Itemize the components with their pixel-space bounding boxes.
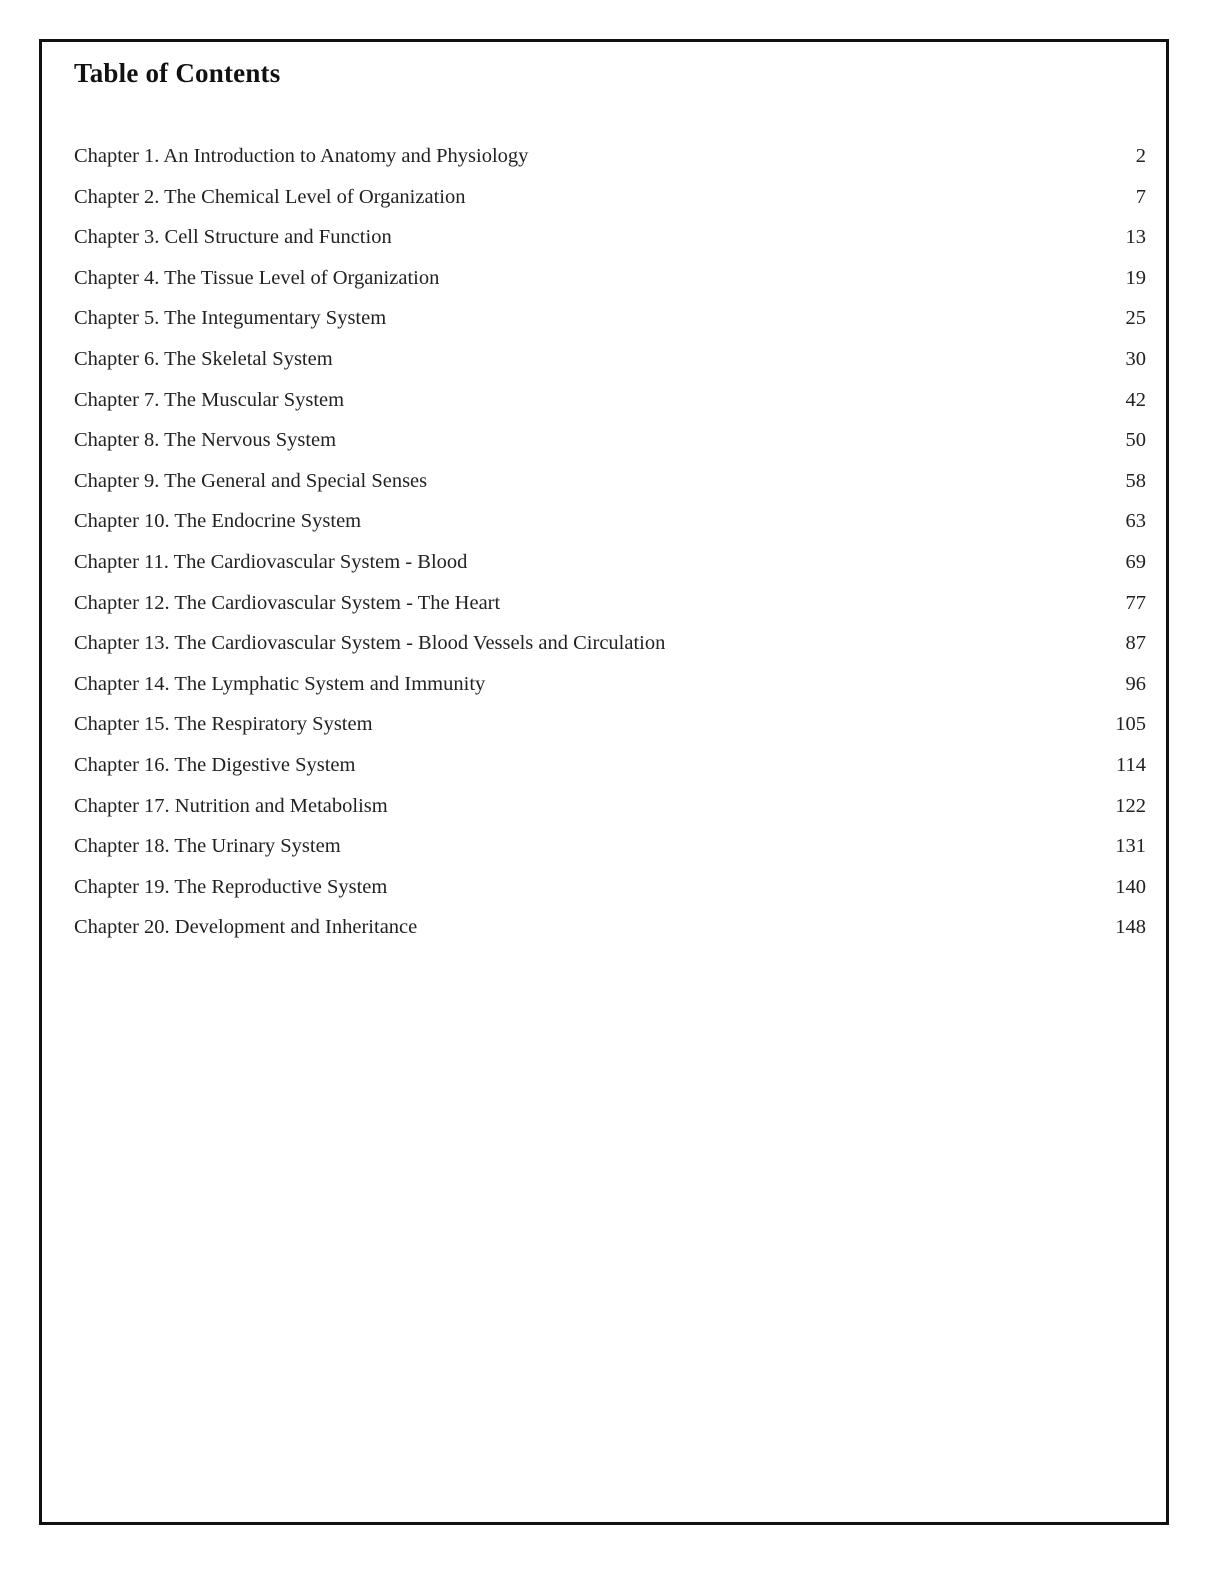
toc-entry-title: Chapter 20. Development and Inheritance	[74, 916, 418, 939]
toc-entry-page-number: 96	[1125, 672, 1146, 695]
page-border	[39, 39, 1169, 1525]
toc-entry-chapter-1[interactable]	[74, 145, 1146, 186]
toc-entry-title: Chapter 10. The Endocrine System	[74, 510, 362, 533]
toc-entry-chapter-20[interactable]	[74, 916, 1146, 957]
toc-entry-page-number: 19	[1125, 266, 1146, 289]
toc-title: Table of Contents	[74, 58, 281, 88]
toc-entry-page-number: 58	[1125, 469, 1146, 492]
toc-entry-chapter-8[interactable]	[74, 429, 1146, 470]
toc-entry-page-number: 2	[1135, 145, 1146, 167]
toc-entry-chapter-12[interactable]	[74, 592, 1146, 633]
toc-entry-chapter-13[interactable]	[74, 632, 1146, 673]
toc-entry-chapter-18[interactable]	[74, 835, 1146, 876]
toc-entry-chapter-6[interactable]	[74, 348, 1146, 389]
toc-entry-title: Chapter 5. The Integumentary System	[74, 307, 387, 330]
toc-entry-title: Chapter 16. The Digestive System	[74, 753, 356, 776]
toc-entry-chapter-5[interactable]	[74, 307, 1146, 348]
toc-entry-page-number: 114	[1116, 753, 1146, 776]
toc-entry-page-number: 105	[1115, 713, 1146, 736]
toc-entry-title: Chapter 11. The Cardiovascular System - Blood	[74, 550, 468, 573]
toc-entry-title: Chapter 7. The Muscular System	[74, 388, 345, 411]
toc-entry-page-number: 42	[1125, 388, 1146, 411]
toc-entry-page-number: 87	[1125, 632, 1146, 655]
toc-entry-title: Chapter 15. The Respiratory System	[74, 713, 373, 736]
toc-entry-chapter-11[interactable]	[74, 551, 1146, 592]
toc-entry-title: Chapter 12. The Cardiovascular System - The Heart	[74, 591, 501, 614]
toc-entry-page-number: 69	[1125, 550, 1146, 573]
toc-entry-chapter-2[interactable]	[74, 186, 1146, 227]
toc-entry-page-number: 30	[1125, 347, 1146, 370]
toc-entry-page-number: 131	[1115, 835, 1146, 858]
toc-entry-page-number: 25	[1125, 307, 1146, 330]
toc-entry-page-number: 50	[1125, 429, 1146, 452]
toc-entry-chapter-10[interactable]	[74, 510, 1146, 551]
toc-entry-page-number: 7	[1135, 185, 1146, 208]
toc-entry-chapter-17[interactable]	[74, 795, 1146, 836]
toc-entry-chapter-14[interactable]	[74, 673, 1146, 714]
toc-entry-title: Chapter 18. The Urinary System	[74, 835, 341, 858]
toc-entry-title: Chapter 19. The Reproductive System	[74, 875, 388, 898]
toc-entry-title: Chapter 4. The Tissue Level of Organization	[74, 266, 440, 289]
toc-entry-title: Chapter 3. Cell Structure and Function	[74, 226, 392, 249]
toc-entry-chapter-15[interactable]	[74, 713, 1146, 754]
toc-entry-title: Chapter 13. The Cardiovascular System - Blood Vessels and Circulation	[74, 632, 666, 655]
toc-entry-chapter-3[interactable]	[74, 226, 1146, 267]
toc-entry-title: Chapter 1. An Introduction to Anatomy and Physiology	[74, 145, 529, 167]
toc-list	[74, 145, 1146, 957]
toc-entry-page-number: 63	[1125, 510, 1146, 533]
toc-entry-title: Chapter 6. The Skeletal System	[74, 347, 333, 370]
toc-entry-chapter-19[interactable]	[74, 876, 1146, 917]
toc-entry-page-number: 148	[1115, 916, 1146, 939]
toc-entry-title: Chapter 8. The Nervous System	[74, 429, 337, 452]
toc-entry-title: Chapter 9. The General and Special Senses	[74, 469, 428, 492]
toc-entry-title: Chapter 17. Nutrition and Metabolism	[74, 794, 388, 817]
toc-entry-chapter-16[interactable]	[74, 754, 1146, 795]
toc-entry-title: Chapter 14. The Lymphatic System and Immunity	[74, 672, 486, 695]
toc-entry-title: Chapter 2. The Chemical Level of Organization	[74, 185, 466, 208]
toc-entry-page-number: 13	[1125, 226, 1146, 249]
toc-entry-page-number: 77	[1125, 591, 1146, 614]
toc-entry-chapter-4[interactable]	[74, 267, 1146, 308]
toc-entry-page-number: 122	[1115, 794, 1146, 817]
toc-entry-page-number: 140	[1115, 875, 1146, 898]
toc-entry-chapter-9[interactable]	[74, 470, 1146, 511]
toc-entry-chapter-7[interactable]	[74, 389, 1146, 430]
